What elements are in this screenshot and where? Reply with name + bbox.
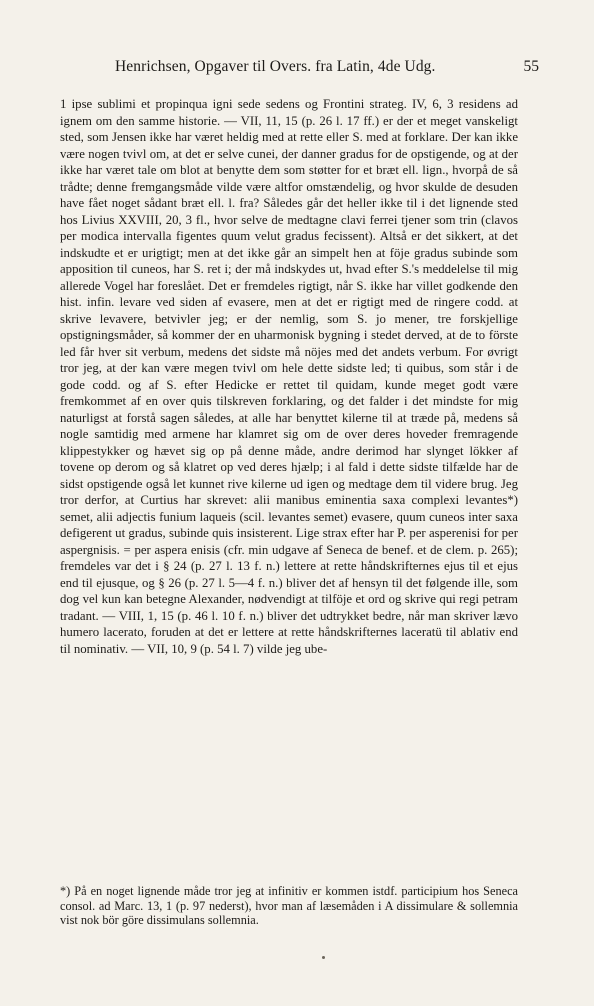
footnote-mark: *) [60, 884, 71, 898]
running-title: Henrichsen, Opgaver til Overs. fra Latin, 4de Udg. [115, 58, 436, 75]
body-text-block [60, 96, 518, 657]
page-number: 55 [523, 58, 539, 75]
body-paragraph: 1 ipse sublimi et propinqua igni sede sedens og Frontini strateg. IV, 6, 3 residens ad ignem om den samme historie. — VII, 11, 15 (p. 26 l. 17 ff.) er der et meget vanskeligt sted, som Jensen ikke har været heldig med at rette eller S. med at forklare. Der kan ikke være nogen tvivl om, at det er selve cunei, der danner gradus for de opstigende, og at der ikke har været tale om blot at benytte dem som støtter for et bræt ell. lign., hvorpå de så trådte; denne fremgangsmåde vilde være altfor omstændelig, og hvor skulde de desuden have fået noget sådant bræt ell. l. fra? Således går det heller ikke til i det lignende sted hos Livius XXVIII, 20, 3 fl., hvor selve de medtagne clavi ferrei tjener som trin (clavos per modica intervalla figentes quum velut gradus fecissent). Altså er det sikkert, at det indskudte et er urigtigt; men at det ikke går an simpelt hen at föje gradus subinde som apposition til cuneos, har S. ret i; der må indskydes ut, hvad efter S.'s meddelelse til mig allerede Vogel har foreslået. Det er fremdeles rigtigt, når S. ikke har villet godkende den hist. infin. levare ved siden af evasere, men at det er rigtigt med de ringere codd. at skrive levavere, betvivler jeg; er der nemlig, som S. jo mener, tre forskjellige opstigningsmåder, så kommer der en uharmonisk bygning i stedet derved, at de to förste led får hver sit verbum, medens det sidste må nöjes med det andets verbum. For øvrigt tror jeg, at der kan være megen tvivl om hele dette sidste led; ti quibus, som står i de gode codd. og af S. efter Hedicke er rettet til quidam, kunde meget godt være fremkommet af en over quis tilskreven forklaring, og det falder i det mindste for mig naturligst at forstå sagen således, at alle har benyttet kilerne til at træde på, medens så nogle samtidig med armene har klamret sig om de over deres hoveder fremragende klippestykker og hævet sig op på denne måde, andre derimod har slynget lökker af tovene op derom og så klatret op ved deres hjælp; i al fald i dette sidste tilfælde har de sidst opstigende også let kunnet rive kilerne ud igen og medtage dem til videre brug. Jeg tror derfor, at Curtius har skrevet: alii manibus eminentia saxa complexi levantes*) semet, alii adjectis funium laqueis (scil. levantes semet) evasere, quum cuneos inter saxa defigerent ut gradus, subinde quis insisterent. Lige strax efter har P. per asperenisi for per aspergnisis. = per aspera enisis (cfr. min udgave af Seneca de benef. et de clem. p. 265); fremdeles var det i § 24 (p. 27 l. 13 f. n.) lettere at rette håndskrifternes ejus til et ejus end til ejusque, og § 26 (p. 27 l. 5—4 f. n.) bliver det af hensyn til det følgende ille, som dog vel kun kan betegne Alexander, nødvendigt at tilföje et ord og skrive qui regi petram tradant. — VIII, 1, 15 (p. 46 l. 10 f. n.) bliver det udtrykket bedre, når man skriver lævo humero lacerato, foruden at det er lettere at rette håndskrifternes laceratü til ablativ end til nominativ. — VII, 10, 9 (p. 54 l. 7) vilde jeg ube- [60, 97, 518, 656]
print-speck [322, 956, 325, 959]
footnote-text: På en noget lignende måde tror jeg at infinitiv er kommen istdf. participium hos Seneca consol. ad Marc. 13, 1 (p. 97 nederst), hvor man af læsemåden i A dissimulare & sollemnia vist nok bör göre dissimulans sollemnia. [60, 884, 518, 928]
page-header [60, 58, 539, 80]
footnote [60, 884, 518, 928]
footnote-paragraph [60, 884, 518, 928]
